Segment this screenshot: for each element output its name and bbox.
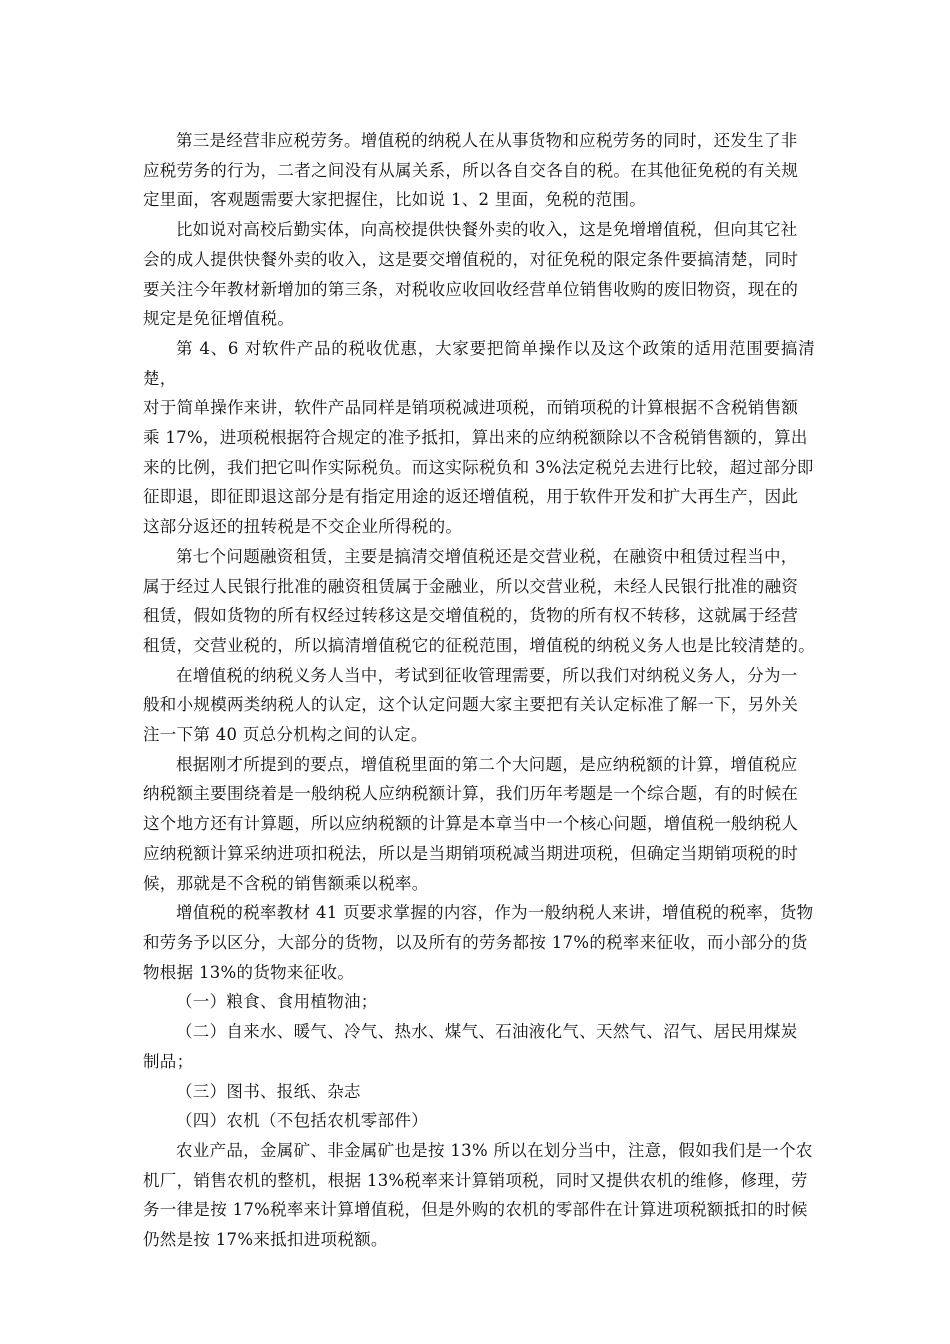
text-line: 务一律是按 17%税率来计算增值税，但是外购的农机的零部件在计算进项税额抵扣的时候 bbox=[143, 1200, 808, 1220]
text-line: 农业产品，金属矿、非金属矿也是按 13% 所以在划分当中，注意，假如我们是一个农 bbox=[176, 1140, 813, 1160]
text-line: 租赁，交营业税的，所以搞清增值税它的征税范围，增值税的纳税义务人也是比较清楚的。 bbox=[143, 635, 815, 655]
text-line: （三）图书、报纸、杂志 bbox=[176, 1081, 361, 1101]
text-line: 候，那就是不含税的销售额乘以税率。 bbox=[143, 873, 429, 893]
text-line: 注一下第 40 页总分机构之间的认定。 bbox=[143, 725, 428, 745]
text-line: 这个地方还有计算题，所以应纳税额的计算是本章当中一个核心问题，增值税一般纳税人 bbox=[143, 814, 799, 834]
text-line: 增值税的税率教材 41 页要求掌握的内容，作为一般纳税人来讲，增值税的税率，货物 bbox=[176, 903, 814, 923]
text-line: 定里面，客观题需要大家把握住，比如说 1、2 里面，免税的范围。 bbox=[143, 190, 647, 210]
text-line: 应纳税额计算采纳进项扣税法，所以是当期销项税减当期进项税，但确定当期销项税的时 bbox=[143, 843, 799, 863]
text-line: 比如说对高校后勤实体，向高校提供快餐外卖的收入，这是免增增值税，但向其它社 bbox=[176, 220, 798, 240]
text-line: 这部分返还的扭转税是不交企业所得税的。 bbox=[143, 517, 463, 537]
text-line: 租赁，假如货物的所有权经过转移这是交增值税的，货物的所有权不转移，这就属于经营 bbox=[143, 606, 799, 626]
text-line: （一）粮食、食用植物油； bbox=[176, 992, 378, 1012]
text-line: （四）农机（不包括农机零部件） bbox=[176, 1111, 428, 1131]
text-line: 乘 17%，进项税根据符合规定的准予抵扣，算出来的应纳税额除以不含税销售额的，算出 bbox=[143, 428, 808, 448]
paragraph bbox=[143, 542, 815, 661]
text-line: 物根据 13%的货物来征收。 bbox=[143, 962, 355, 982]
text-line: 应税劳务的行为，二者之间没有从属关系，所以各自交各自的税。在其他征免税的有关规 bbox=[143, 160, 799, 180]
paragraph bbox=[143, 1017, 815, 1076]
text-line: 制品； bbox=[143, 1051, 194, 1071]
text-line: 机厂，销售农机的整机，根据 13%税率来计算销项税，同时又提供农机的维修，修理，劳 bbox=[143, 1170, 808, 1190]
paragraph bbox=[143, 1077, 815, 1107]
text-line: 对于简单操作来讲，软件产品同样是销项税减进项税，而销项税的计算根据不含税销售额 bbox=[143, 398, 799, 418]
paragraph bbox=[143, 898, 815, 987]
text-line: 要关注今年教材新增加的第三条，对税收应收回收经营单位销售收购的废旧物资，现在的 bbox=[143, 279, 799, 299]
paragraph bbox=[143, 661, 815, 750]
paragraph bbox=[143, 334, 815, 542]
text-line: 规定是免征增值税。 bbox=[143, 309, 295, 329]
paragraph bbox=[143, 750, 815, 899]
text-line: 征即退，即征即退这部分是有指定用途的返还增值税，用于软件开发和扩大再生产，因此 bbox=[143, 487, 799, 507]
text-line: 般和小规模两类纳税人的认定，这个认定问题大家主要把有关认定标准了解一下，另外关 bbox=[143, 695, 799, 715]
document-page bbox=[143, 126, 815, 1255]
text-line: 会的成人提供快餐外卖的收入，这是要交增值税的，对征免税的限定条件要搞清楚，同时 bbox=[143, 249, 799, 269]
text-line: 在增值税的纳税义务人当中，考试到征收管理需要，所以我们对纳税义务人，分为一 bbox=[176, 665, 798, 685]
paragraph bbox=[143, 1106, 815, 1136]
text-line: （二）自来水、暖气、冷气、热水、煤气、石油液化气、天然气、沼气、居民用煤炭 bbox=[176, 1022, 798, 1042]
paragraph bbox=[143, 1136, 815, 1255]
text-line: 根据刚才所提到的要点，增值税里面的第二个大问题，是应纳税额的计算，增值税应 bbox=[176, 754, 798, 774]
text-line: 仍然是按 17%来抵扣进项税额。 bbox=[143, 1230, 388, 1250]
text-line: 第三是经营非应税劳务。增值税的纳税人在从事货物和应税劳务的同时，还发生了非 bbox=[176, 131, 798, 150]
text-line: 第 4、6 对软件产品的税收优惠，大家要把简单操作以及这个政策的适用范围要搞清楚， bbox=[143, 338, 815, 388]
text-line: 来的比例，我们把它叫作实际税负。而这实际税负和 3%法定税兑去进行比较，超过部分即 bbox=[143, 457, 814, 477]
text-line: 第七个问题融资租赁，主要是搞清交增值税还是交营业税，在融资中租赁过程当中， bbox=[176, 546, 798, 566]
paragraph bbox=[143, 215, 815, 334]
paragraph bbox=[143, 126, 815, 215]
text-line: 和劳务予以区分，大部分的货物，以及所有的劳务都按 17%的税率来征收，而小部分的货 bbox=[143, 932, 808, 952]
text-line: 属于经过人民银行批准的融资租赁属于金融业，所以交营业税，未经人民银行批准的融资 bbox=[143, 576, 799, 596]
paragraph bbox=[143, 987, 815, 1017]
text-line: 纳税额主要围绕着是一般纳税人应纳税额计算，我们历年考题是一个综合题，有的时候在 bbox=[143, 784, 799, 804]
